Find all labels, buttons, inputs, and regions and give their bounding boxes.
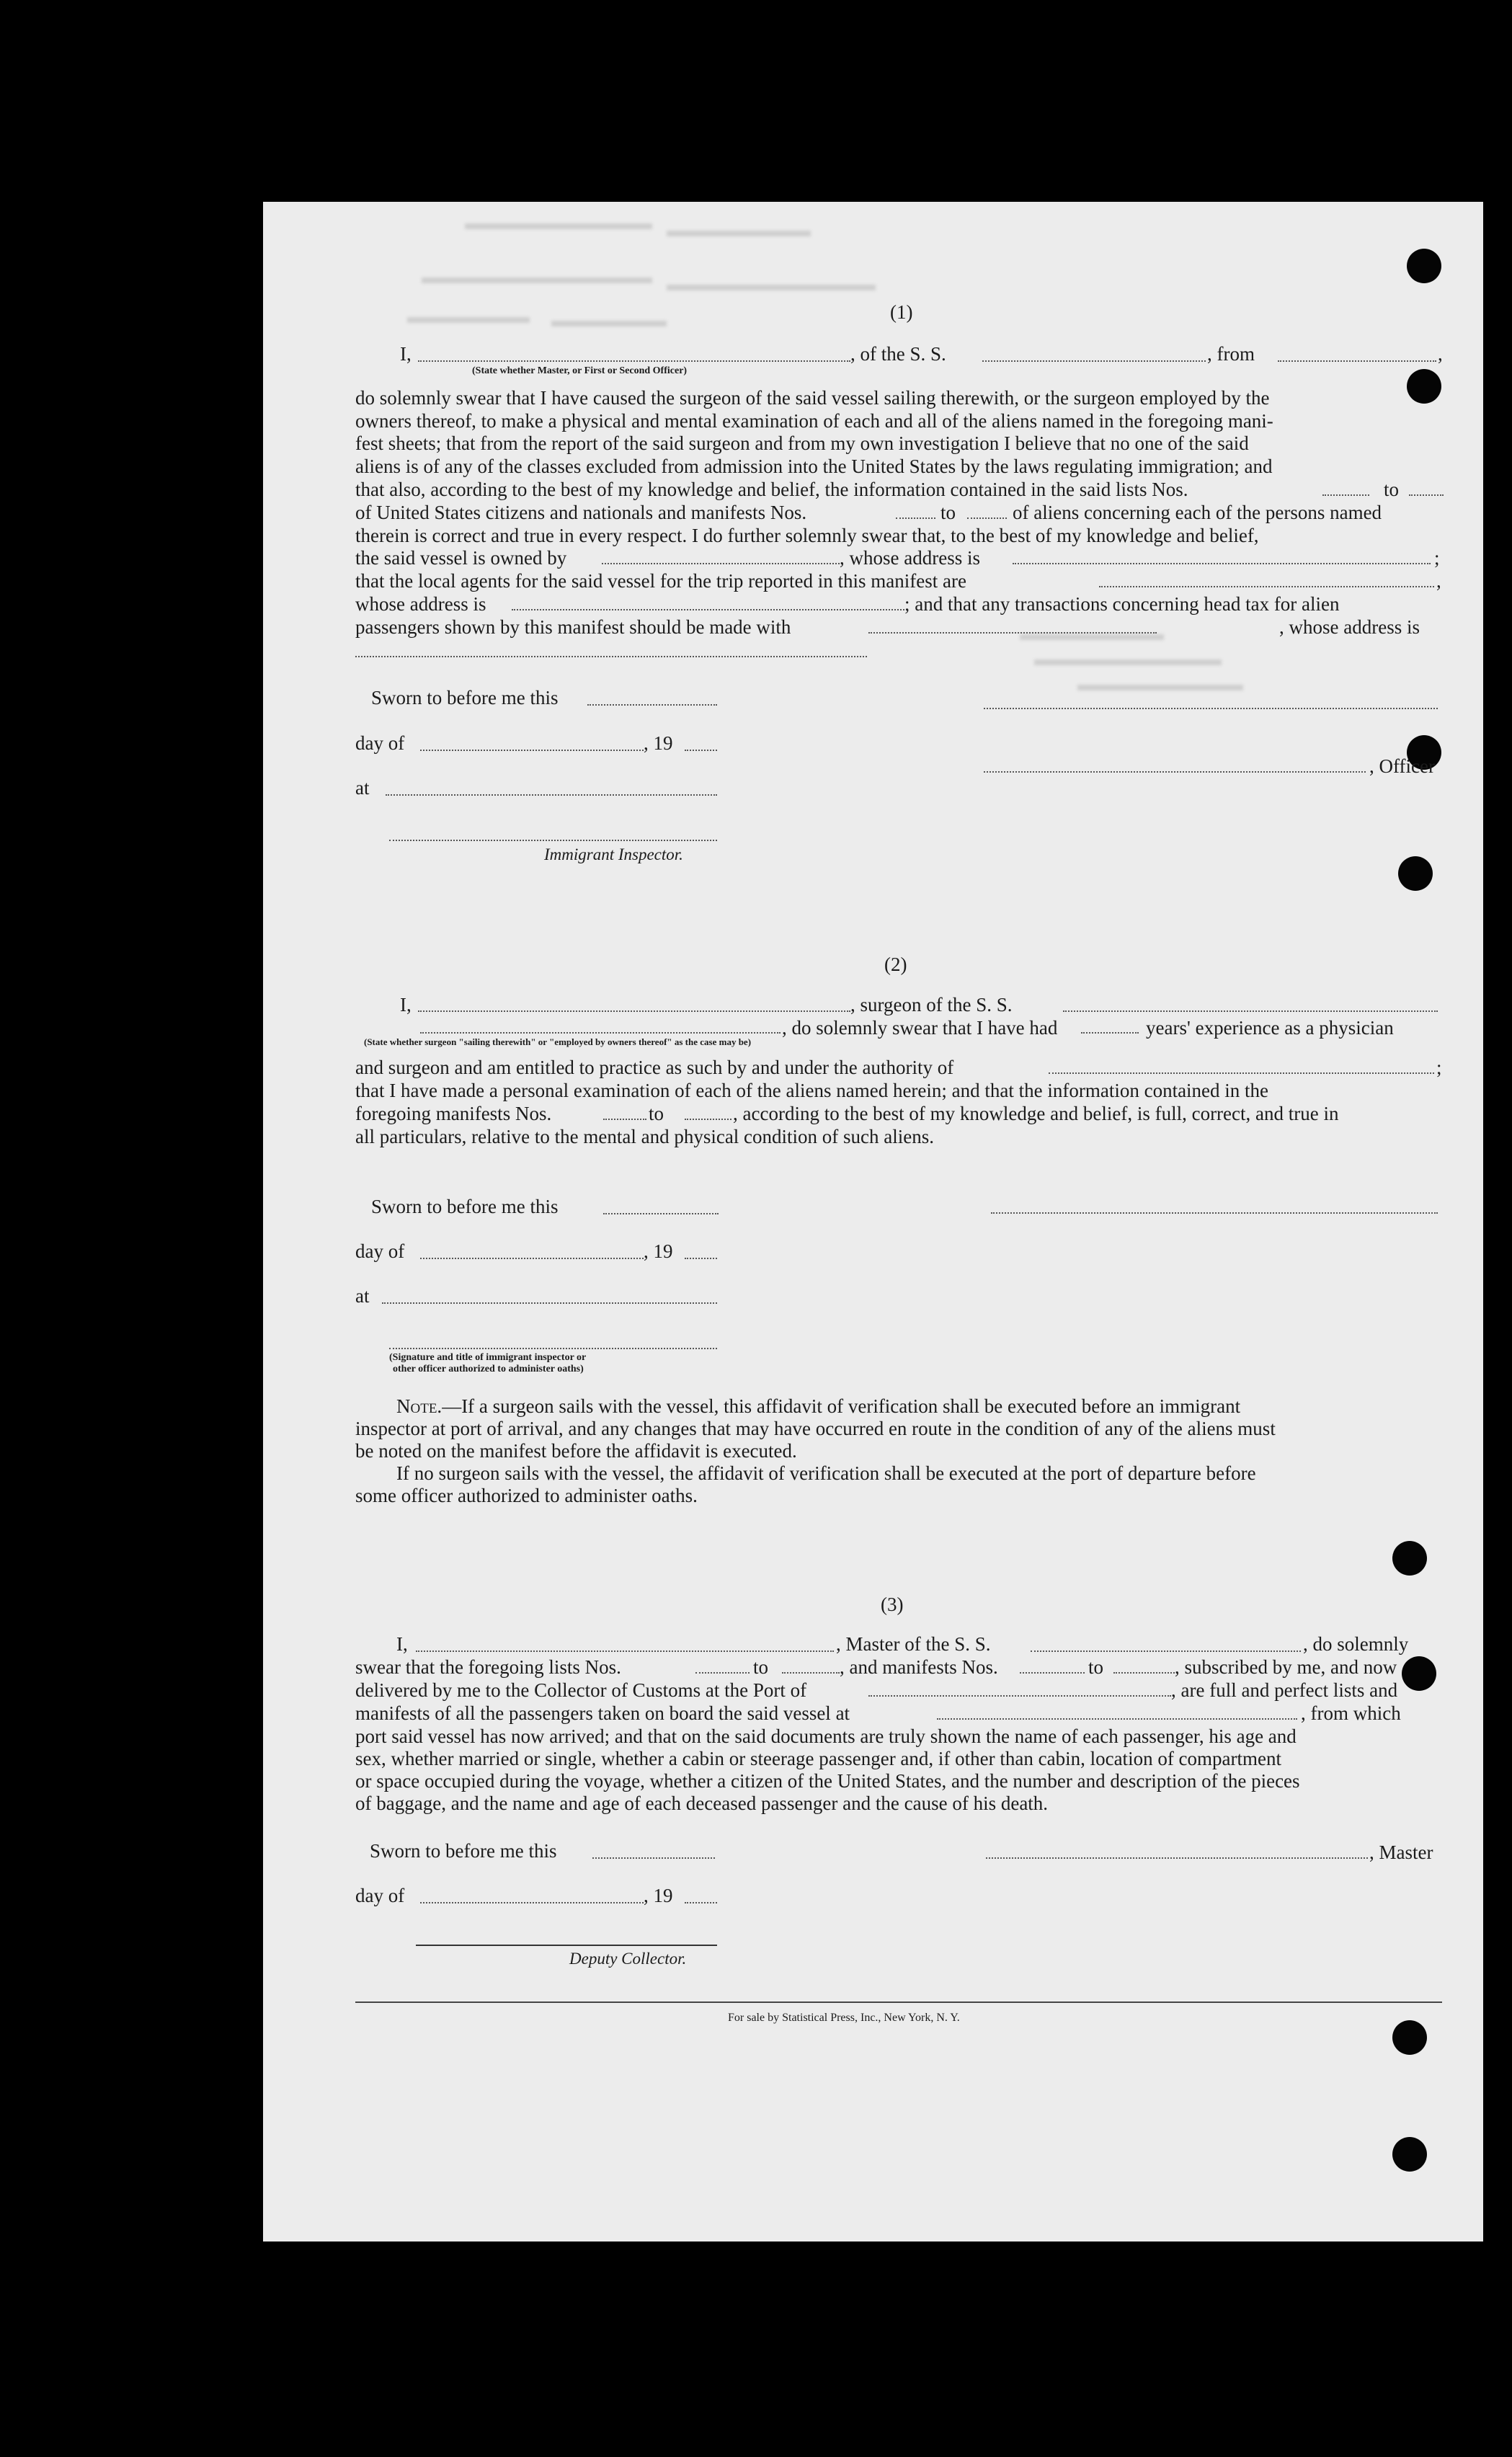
officer-signature-field[interactable]	[984, 771, 1366, 773]
text-line: that the local agents for the said vessel for the trip reported in this manifest are	[355, 570, 966, 592]
day-of-label: day of	[355, 732, 405, 754]
collector-caption: Deputy Collector.	[569, 1950, 687, 1968]
text-line: of baggage, and the name and age of each deceased passenger and the cause of his death.	[355, 1792, 1049, 1814]
bleed-through-mark	[1077, 685, 1243, 690]
manifests-to-field[interactable]	[685, 1119, 731, 1120]
binder-hole	[1392, 1541, 1427, 1576]
text-line: of United States citizens and nationals and manifests Nos.	[355, 502, 807, 523]
semicolon: ;	[1434, 547, 1440, 569]
bleed-through-mark	[407, 317, 530, 323]
surgeon-signature-field[interactable]	[991, 1212, 1438, 1214]
officer-name-field[interactable]	[418, 360, 850, 362]
at-label: at	[355, 1285, 370, 1307]
section-number: (1)	[890, 301, 913, 323]
master-label: , Master	[1369, 1841, 1433, 1863]
inspector-caption: Immigrant Inspector.	[544, 845, 683, 863]
signature-caption: (Signature and title of immigrant inspector or	[389, 1352, 587, 1363]
place-field[interactable]	[382, 1302, 717, 1304]
sworn-day-field[interactable]	[592, 1857, 715, 1859]
day-of-label: day of	[355, 1885, 405, 1906]
binder-hole	[1402, 1656, 1436, 1691]
day-of-label: day of	[355, 1240, 405, 1262]
agents-address-field[interactable]	[512, 609, 904, 610]
manifests-to-field[interactable]	[967, 517, 1007, 519]
master-signature-field[interactable]	[986, 1857, 1368, 1859]
master-name-field[interactable]	[416, 1650, 834, 1652]
text-line: —If a surgeon sails with the vessel, this affidavit of verification shall be executed before an immigrant	[442, 1395, 1241, 1417]
inspector-signature-field[interactable]	[389, 840, 717, 841]
lists-to-field[interactable]	[1409, 494, 1444, 496]
lists-from-field[interactable]	[695, 1672, 750, 1674]
text-line: delivered by me to the Collector of Customs at the Port of	[355, 1679, 807, 1701]
text-line: of aliens concerning each of the persons named	[1013, 502, 1382, 523]
label-to: to	[753, 1656, 769, 1678]
printer-imprint: For sale by Statistical Press, Inc., New York, N. Y.	[728, 2012, 960, 2024]
port-of-embarkation-field[interactable]	[937, 1718, 1297, 1720]
bleed-through-mark	[1020, 634, 1164, 640]
text-line: be noted on the manifest before the affidavit is executed.	[355, 1440, 797, 1462]
vessel-name-field[interactable]	[1031, 1650, 1301, 1652]
text-line: , according to the best of my knowledge and belief, is full, correct, and true in	[733, 1103, 1339, 1124]
lists-to-field[interactable]	[782, 1672, 840, 1674]
text-line: fest sheets; that from the report of the said surgeon and from my own investigation I believe that no one of the said	[355, 432, 1249, 455]
sworn-day-field[interactable]	[603, 1213, 719, 1214]
year-label: , 19	[644, 732, 673, 754]
note-paragraph	[396, 1395, 1240, 1418]
section1-body	[355, 387, 1444, 478]
text-line: manifests of all the passengers taken on board the said vessel at	[355, 1702, 850, 1724]
year-field[interactable]	[685, 750, 717, 751]
manifests-from-field[interactable]	[1020, 1672, 1085, 1674]
surgeon-status-field[interactable]	[420, 1032, 781, 1034]
year-label: , 19	[644, 1240, 673, 1262]
text-line: foregoing manifests Nos.	[355, 1103, 552, 1124]
years-experience-field[interactable]	[1081, 1032, 1139, 1034]
sworn-label: Sworn to before me this	[371, 687, 559, 708]
text-line: , whose address is	[1279, 616, 1420, 638]
vessel-name-field[interactable]	[1063, 1010, 1438, 1012]
label-i: I,	[400, 343, 412, 365]
label-to: to	[1384, 479, 1400, 500]
surgeon-status-note: (State whether surgeon "sailing therewith" or "employed by owners thereof" as the case may be)	[364, 1036, 752, 1047]
label-of-ss: , of the S. S.	[850, 343, 946, 365]
text-line: , Master of the S. S.	[836, 1633, 991, 1655]
year-field[interactable]	[685, 1902, 717, 1903]
manifests-to-field[interactable]	[1113, 1672, 1175, 1674]
text-line: inspector at port of arrival, and any changes that may have occurred en route in the condition of any of the aliens must	[355, 1418, 1276, 1439]
binder-hole	[1407, 249, 1441, 283]
text-line: , whose address is	[840, 547, 980, 569]
departure-port-field[interactable]	[1278, 360, 1436, 362]
port-of-arrival-field[interactable]	[868, 1695, 1171, 1697]
year-field[interactable]	[685, 1258, 717, 1259]
text-line: If no surgeon sails with the vessel, the affidavit of verification shall be executed at the port of departure before	[396, 1462, 1256, 1484]
text-line: or space occupied during the voyage, whether a citizen of the United States, and the number and description of the pieces	[355, 1770, 1300, 1792]
label-from: , from	[1207, 343, 1255, 365]
bleed-through-mark	[1034, 659, 1222, 665]
text-line: some officer authorized to administer oaths.	[355, 1485, 698, 1506]
comma: ,	[1436, 570, 1441, 592]
signature-caption: other officer authorized to administer oaths)	[393, 1364, 584, 1374]
text-line: , do solemnly	[1303, 1633, 1409, 1655]
label-to: to	[940, 502, 956, 523]
section-number: (3)	[881, 1594, 904, 1615]
sworn-label: Sworn to before me this	[370, 1840, 557, 1862]
footer-rule	[355, 2001, 1442, 2003]
text-line: , do solemnly swear that I have had	[782, 1017, 1058, 1039]
lists-from-field[interactable]	[1322, 494, 1369, 496]
officer-label: , Officer	[1369, 755, 1435, 777]
head-tax-contact-field[interactable]	[868, 632, 1157, 634]
officer-signature-field[interactable]	[389, 1348, 717, 1349]
text-line: owners thereof, to make a physical and mental examination of each and all of the aliens named in the foregoing mani-	[355, 409, 1273, 432]
text-line: , surgeon of the S. S.	[850, 994, 1013, 1016]
binder-hole	[1392, 2020, 1427, 2055]
bleed-through-mark	[465, 223, 652, 229]
sworn-day-field[interactable]	[587, 704, 717, 706]
bleed-through-mark	[422, 277, 652, 283]
manifests-from-field[interactable]	[603, 1119, 646, 1120]
bleed-through-mark	[551, 321, 667, 326]
binder-hole	[1392, 2137, 1427, 2172]
text-line: ; and that any transactions concerning head tax for alien	[904, 593, 1340, 615]
text-line: , from which	[1301, 1702, 1401, 1724]
text-line: , subscribed by me, and now	[1175, 1656, 1397, 1678]
month-field[interactable]	[420, 1902, 644, 1903]
owner-address-field[interactable]	[1013, 563, 1431, 564]
bleed-through-mark	[667, 231, 811, 236]
collector-signature-field[interactable]	[416, 1945, 717, 1946]
text-line: swear that the foregoing lists Nos.	[355, 1656, 621, 1678]
text-line: sex, whether married or single, whether a cabin or steerage passenger and, if other than cabin, location of compartment	[355, 1748, 1282, 1769]
sworn-label: Sworn to before me this	[371, 1196, 559, 1217]
text-line: and surgeon and am entitled to practice as such by and under the authority of	[355, 1057, 954, 1078]
at-label: at	[355, 777, 370, 799]
label-i: I,	[396, 1633, 408, 1655]
note-label: Note.	[396, 1395, 443, 1417]
text-line: do solemnly swear that I have caused the surgeon of the said vessel sailing therewith, or the surgeon employed by the	[355, 387, 1270, 409]
authority-field[interactable]	[1049, 1072, 1434, 1074]
officer-signature-top-line[interactable]	[984, 708, 1438, 709]
manifest-verification-page	[263, 202, 1483, 2241]
month-field[interactable]	[420, 750, 644, 751]
text-line: , and manifests Nos.	[840, 1656, 998, 1678]
surgeon-name-field[interactable]	[418, 1010, 850, 1012]
vessel-name-field[interactable]	[982, 360, 1206, 362]
text-line: aliens is of any of the classes excluded from admission into the United States by the laws regulating immigration; and	[355, 455, 1273, 477]
local-agents-field[interactable]	[1099, 586, 1434, 587]
label-i: I,	[400, 994, 412, 1016]
text-line: port said vessel has now arrived; and that on the said documents are truly shown the name of each passenger, his age and	[355, 1725, 1297, 1747]
comma: ,	[1438, 343, 1443, 365]
text-line: that I have made a personal examination of each of the aliens named herein; and that the information contained in the	[355, 1080, 1269, 1101]
label-to: to	[1088, 1656, 1104, 1678]
bleed-through-mark	[667, 285, 876, 290]
label-to: to	[649, 1103, 664, 1124]
text-line: passengers shown by this manifest should be made with	[355, 616, 791, 638]
text-line: the said vessel is owned by	[355, 547, 567, 569]
manifests-from-field[interactable]	[896, 517, 935, 519]
text-line: whose address is	[355, 593, 486, 615]
text-line: all particulars, relative to the mental and physical condition of such aliens.	[355, 1126, 934, 1147]
section-number: (2)	[884, 954, 907, 975]
place-field[interactable]	[386, 794, 717, 796]
text-line: that also, according to the best of my knowledge and belief, the information contained in the said lists Nos.	[355, 479, 1188, 500]
text-line: , are full and perfect lists and	[1171, 1679, 1398, 1701]
year-label: , 19	[644, 1885, 673, 1906]
binder-hole	[1398, 856, 1433, 891]
head-tax-address-field[interactable]	[355, 656, 867, 657]
text-line: therein is correct and true in every respect. I do further solemnly swear that, to the best of my knowledge and belief,	[355, 525, 1259, 546]
semicolon: ;	[1436, 1057, 1442, 1078]
owner-field[interactable]	[602, 563, 840, 564]
text-line: years' experience as a physician	[1146, 1017, 1394, 1039]
officer-rank-note: (State whether Master, or First or Second Officer)	[472, 365, 688, 376]
month-field[interactable]	[420, 1258, 644, 1259]
